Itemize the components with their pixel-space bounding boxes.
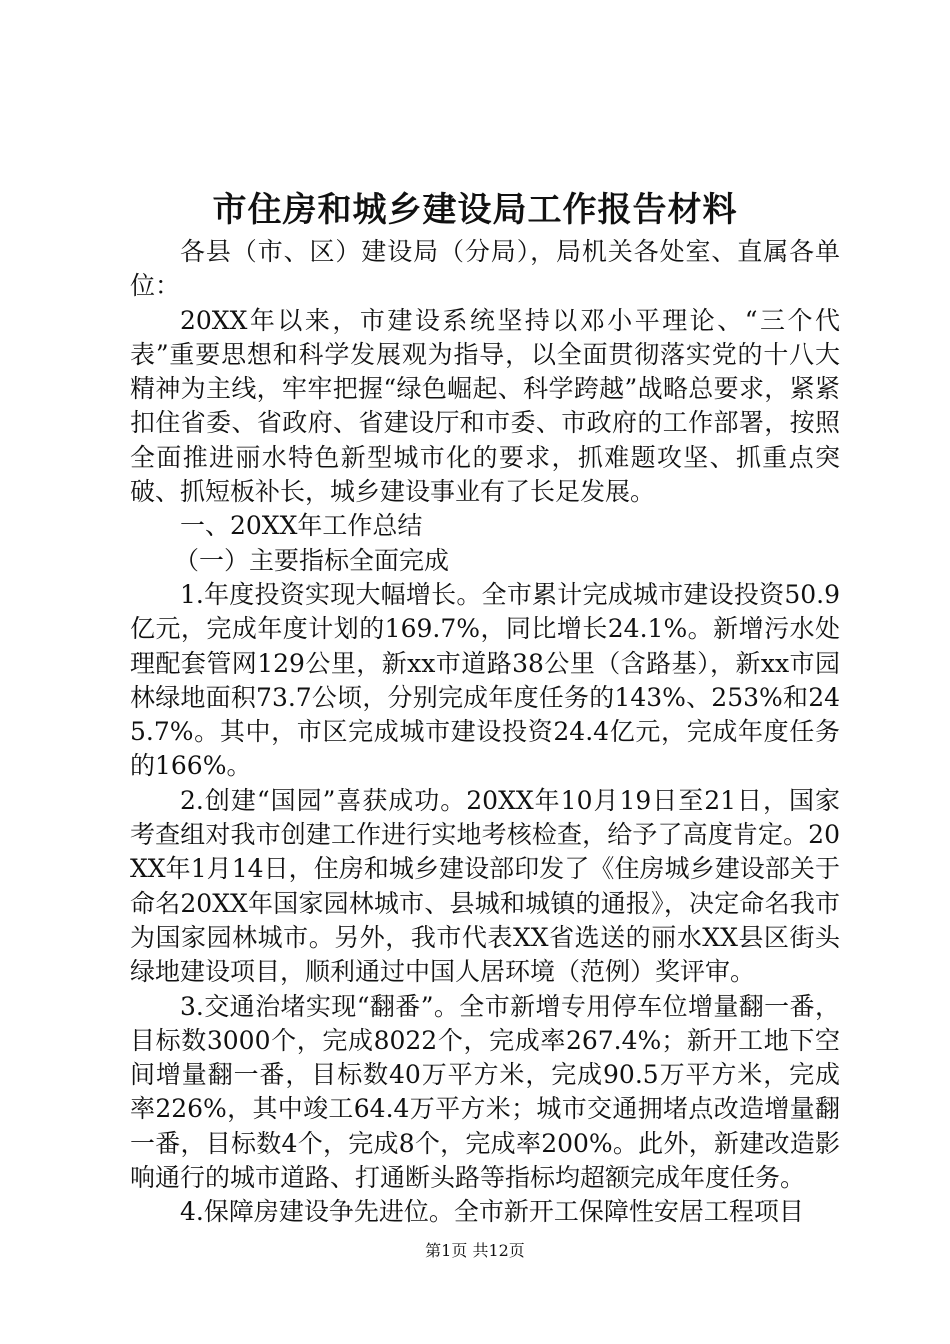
- page-number-footer: 第1页 共12页: [425, 1241, 525, 1260]
- item-paragraph-traffic: 3.交通治堵实现“翻番”。全市新增专用停车位增量翻一番，目标数3000个，完成8022个，完成率267.4%；新开工地下空间增量翻一番，目标数40万平方米，完成90.5万平方米，完成率226%，其中竣工64.4万平方米；城市交通拥堵点改造增量翻一番，目标数4个，完成8个，完成率200%。此外，新建改造影响通行的城市道路、打通断头路等指标均超额完成年度任务。: [130, 991, 840, 1193]
- salutation-paragraph: 各县（市、区）建设局（分局），局机关各处室、直属各单位：: [130, 237, 840, 301]
- document-title: 市住房和城乡建设局工作报告材料: [212, 190, 738, 230]
- item-paragraph-investment: 1.年度投资实现大幅增长。全市累计完成城市建设投资50.9亿元，完成年度计划的169.7%，同比增长24.1%。新增污水处理配套管网129公里，新xx市道路38公里（含路基），新xx市园林绿地面积73.7公顷，分别完成年度任务的143%、253%和245.7%。其中，市区完成城市建设投资24.4亿元，完成年度任务的166%。: [130, 579, 840, 781]
- item-paragraph-garden-city: 2.创建“国园”喜获成功。20XX年10月19日至21日，国家考查组对我市创建工作进行实地考核检查，给予了高度肯定。20XX年1月14日，住房和城乡建设部印发了《住房城乡建设部关于命名20XX年国家园林城市、县城和城镇的通报》，决定命名我市为国家园林城市。另外，我市代表XX省选送的丽水XX县区街头绿地建设项目，顺利通过中国人居环境（范例）奖评审。: [130, 785, 840, 987]
- subsection-heading: （一）主要指标全面完成: [174, 545, 450, 575]
- intro-paragraph: 20XX年以来，市建设系统坚持以邓小平理论、“三个代表”重要思想和科学发展观为指导，以全面贯彻落实党的十八大精神为主线，牢牢把握“绿色崛起、科学跨越”战略总要求，紧紧扣住省委、省政府、省建设厅和市委、市政府的工作部署，按照全面推进丽水特色新型城市化的要求，抓难题攻坚、抓重点突破、抓短板补长，城乡建设事业有了长足发展。: [130, 305, 840, 507]
- section-heading: 一、20XX年工作总结: [180, 511, 423, 541]
- item-paragraph-housing: 4.保障房建设争先进位。全市新开工保障性安居工程项目: [180, 1197, 804, 1227]
- document-body: [130, 235, 840, 1230]
